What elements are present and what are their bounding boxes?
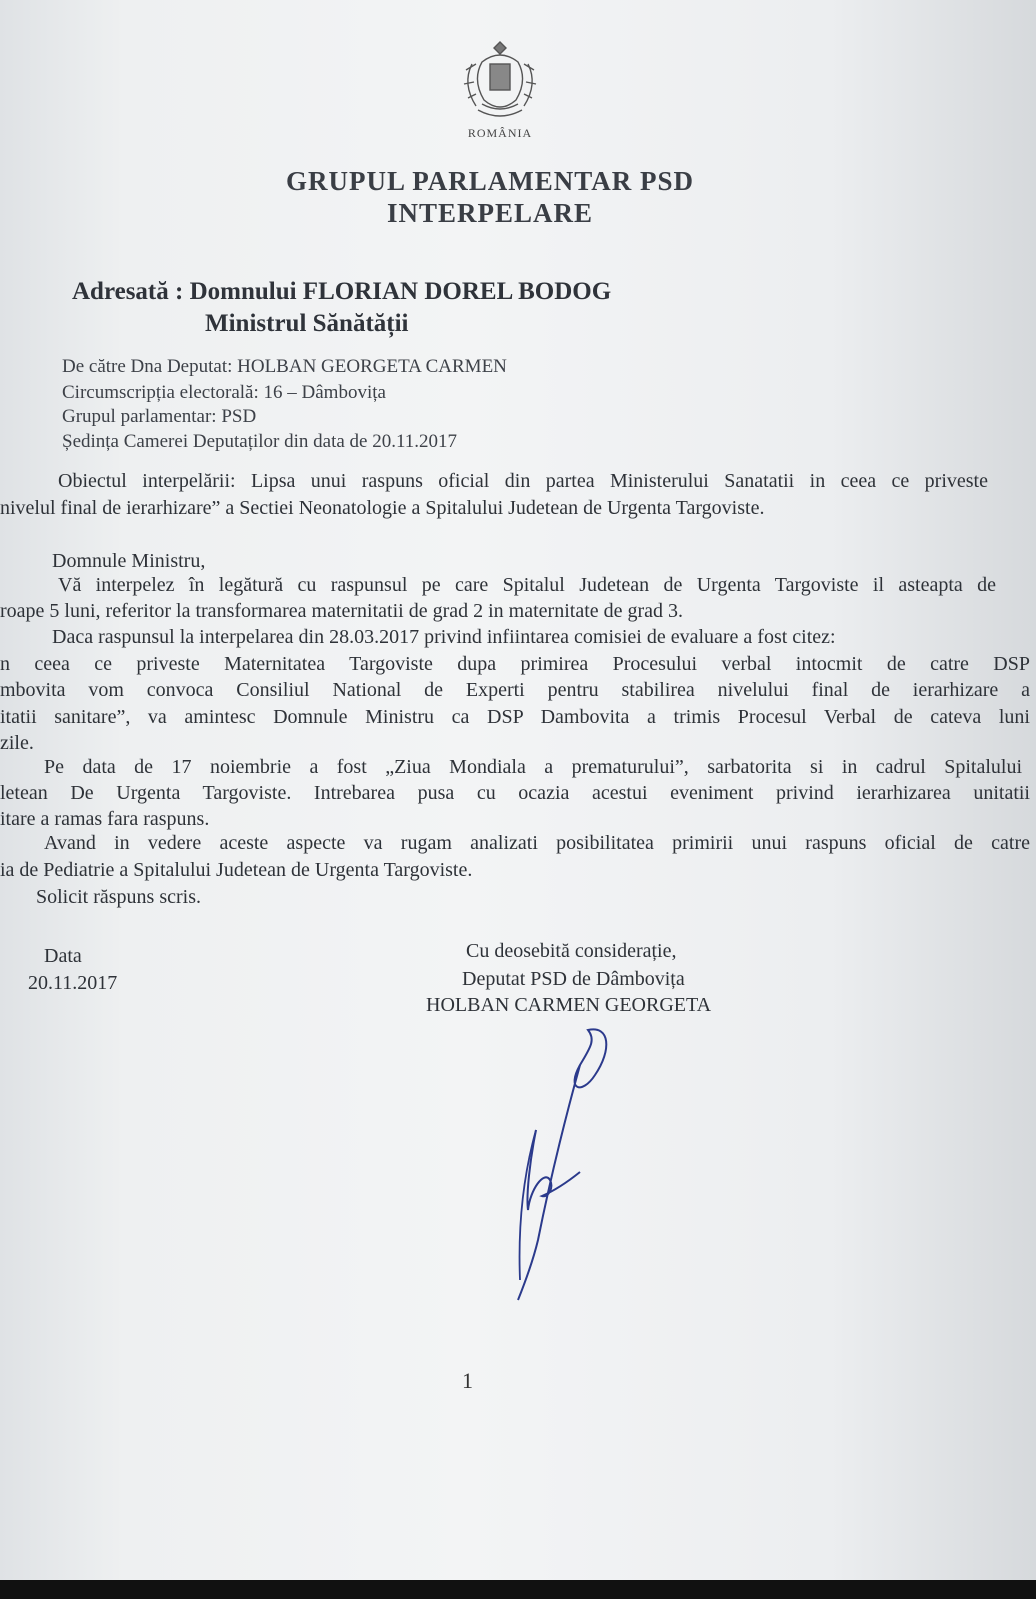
paragraph3-line2: letean De Urgenta Targoviste. Intrebarea pusa cu ocazia acestui eveniment privind ierarhizarea unitatii	[0, 782, 1030, 804]
signatory-role: Deputat PSD de Dâmbovița	[462, 968, 685, 990]
session-line: Ședința Camerei Deputaților din data de 20.11.2017	[62, 431, 458, 452]
bottom-black-bar	[0, 1580, 1036, 1599]
document-type-title: INTERPELARE	[386, 198, 594, 228]
paragraph1-line2: roape 5 luni, referitor la transformarea maternitatii de grad 2 in maternitate de grad 3.	[0, 600, 684, 622]
paragraph4-line1: Avand in vedere aceste aspecte va rugam analizati posibilitatea primirii unui raspuns oficial de catre	[44, 832, 1030, 854]
romania-coat-of-arms-icon	[452, 34, 548, 124]
greeting: Domnule Ministru,	[52, 550, 206, 572]
paragraph2-line2: n ceea ce priveste Maternitatea Targoviste dupa primirea Procesului verbal intocmit de catre DSP	[0, 653, 1030, 675]
group-title: GRUPUL PARLAMENTAR PSD	[285, 166, 694, 196]
district-line: Circumscripția electorală: 16 – Dâmbovița	[62, 382, 386, 403]
paragraph3-line3: itare a ramas fara raspuns.	[0, 808, 210, 830]
subject-line-1: Obiectul interpelării: Lipsa unui raspuns oficial din partea Ministerului Sanatatii in ceea ce priveste	[58, 470, 988, 492]
subject-line-2: nivelul final de ierarhizare” a Sectiei Neonatologie a Spitalului Judetean de Urgenta Targoviste.	[0, 497, 765, 519]
date-value: 20.11.2017	[28, 972, 118, 994]
page-number: 1	[462, 1368, 473, 1393]
paragraph2-line5: zile.	[0, 732, 34, 754]
addressee-role: Ministrul Sănătății	[205, 310, 409, 337]
paragraph2-line1: Daca raspunsul la interpelarea din 28.03.2017 privind infiintarea comisiei de evaluare a fost citez:	[52, 626, 836, 648]
paragraph3-line1: Pe data de 17 noiembrie a fost „Ziua Mondiala a prematurului”, sarbatorita si in cadrul Spitalului	[44, 756, 1022, 778]
deputy-line: De către Dna Deputat: HOLBAN GEORGETA CARMEN	[62, 356, 507, 377]
addressee-line: Adresată : Domnului FLORIAN DOREL BODOG	[72, 278, 612, 305]
handwritten-signature	[500, 1020, 640, 1310]
emblem-caption: ROMÂNIA	[467, 126, 533, 140]
paragraph4-line2: ia de Pediatrie a Spitalului Judetean de Urgenta Targoviste.	[0, 859, 473, 881]
paragraph2-line3: mbovita vom convoca Consiliul National de Experti pentru stabilirea nivelului final de ierarhizare a	[0, 679, 1030, 701]
written-answer-request: Solicit răspuns scris.	[36, 886, 201, 908]
paragraph1-line1: Vă interpelez în legătură cu raspunsul pe care Spitalul Judetean de Urgenta Targoviste il asteapta de	[58, 574, 996, 596]
signatory-name: HOLBAN CARMEN GEORGETA	[426, 994, 712, 1016]
date-label: Data	[44, 945, 82, 967]
paragraph2-line4: itatii sanitare”, va amintesc Domnule Ministru ca DSP Dambovita a trimis Procesul Verbal de cateva luni	[0, 706, 1030, 728]
closing-formula: Cu deosebită considerație,	[466, 940, 677, 962]
group-line: Grupul parlamentar: PSD	[62, 406, 257, 427]
